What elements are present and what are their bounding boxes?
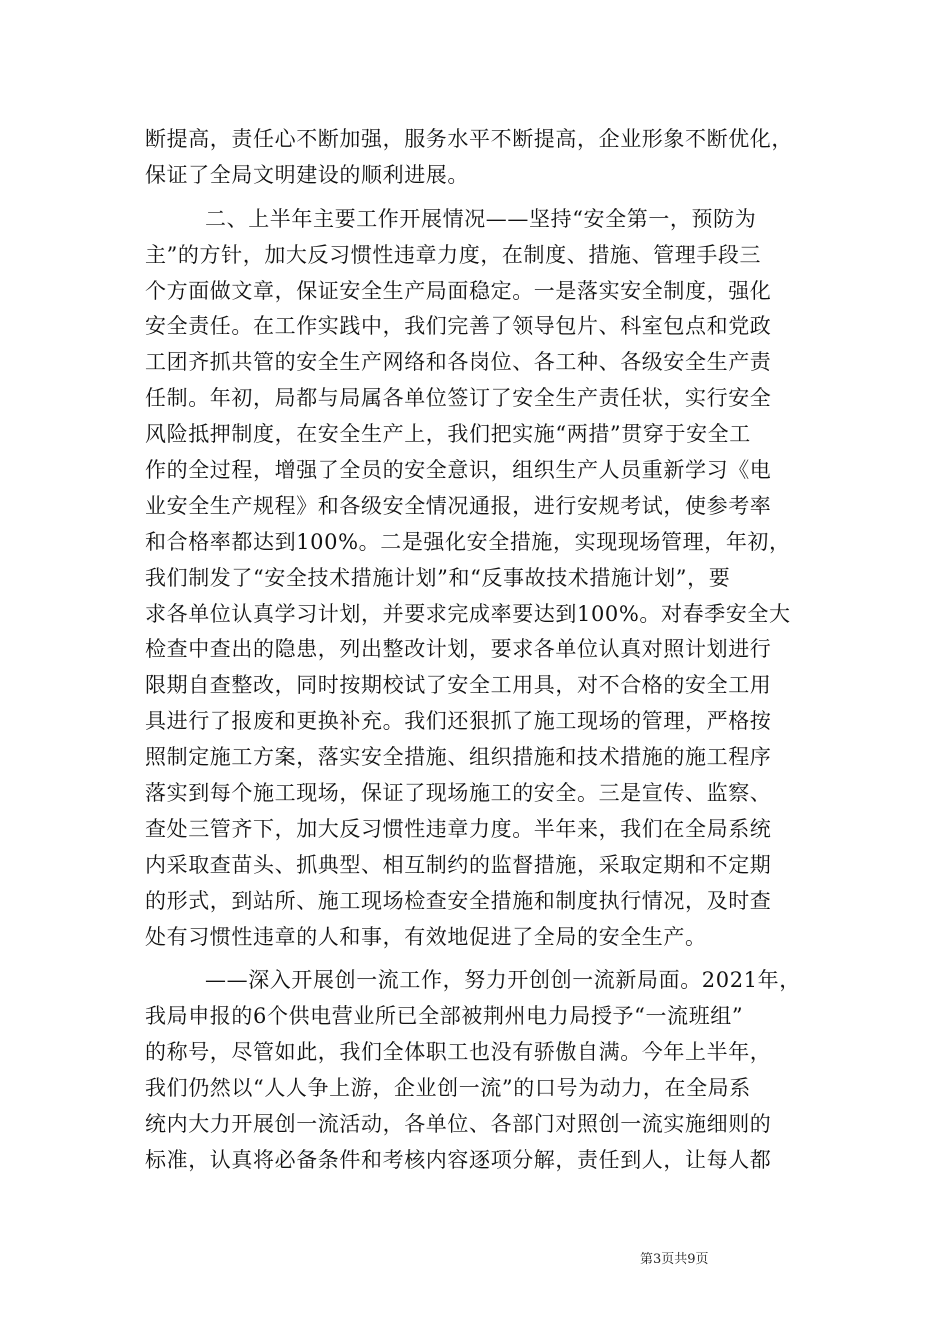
text-line: 处有习惯性违章的人和事，有效地促进了全局的安全生产。 bbox=[145, 924, 707, 949]
text-line: 标准，认真将必备条件和考核内容逐项分解，责任到人，让每人都 bbox=[145, 1147, 772, 1172]
text-line: 我们仍然以“人人争上游，企业创一流”的口号为动力，在全局系 bbox=[145, 1076, 751, 1101]
text-line: 具进行了报废和更换补充。我们还狠抓了施工现场的管理，严格按 bbox=[145, 709, 772, 734]
text-line: 的形式，到站所、施工现场检查安全措施和制度执行情况，及时查 bbox=[145, 888, 772, 913]
text-line: 求各单位认真学习计划，并要求完成率要达到100%。对春季安全大 bbox=[145, 601, 791, 626]
text-line: 二、上半年主要工作开展情况——坚持“安全第一，预防为 bbox=[205, 206, 757, 231]
text-line: 检查中查出的隐患，列出整改计划，要求各单位认真对照计划进行 bbox=[145, 637, 772, 662]
text-line: ——深入开展创一流工作，努力开创创一流新局面。2021年， bbox=[205, 968, 801, 993]
paragraph-safety-work bbox=[145, 202, 815, 956]
text-line: 查处三管齐下，加大反习惯性违章力度。半年来，我们在全局系统 bbox=[145, 816, 772, 841]
text-line: 保证了全局文明建设的顺利进展。 bbox=[145, 162, 469, 187]
paragraph-first-class-work bbox=[145, 963, 815, 1178]
text-line: 任制。年初，局都与局属各单位签订了安全生产责任状，实行安全 bbox=[145, 386, 772, 411]
document-body bbox=[145, 122, 815, 1179]
text-line: 统内大力开展创一流活动，各单位、各部门对照创一流实施细则的 bbox=[145, 1112, 772, 1137]
text-line: 工团齐抓共管的安全生产网络和各岗位、各工种、各级安全生产责 bbox=[145, 350, 772, 375]
page-number: 第3页共9页 bbox=[640, 1252, 709, 1267]
text-line: 限期自查整改，同时按期校试了安全工用具，对不合格的安全工用 bbox=[145, 673, 772, 698]
paragraph-continuation bbox=[145, 122, 815, 194]
text-line: 业安全生产规程》和各级安全情况通报，进行安规考试，使参考率 bbox=[145, 493, 772, 518]
text-line: 和合格率都达到100%。二是强化安全措施，实现现场管理，年初， bbox=[145, 529, 791, 554]
text-line: 作的全过程，增强了全员的安全意识，组织生产人员重新学习《电 bbox=[145, 458, 772, 483]
text-line: 照制定施工方案，落实安全措施、组织措施和技术措施的施工程序 bbox=[145, 745, 772, 770]
text-line: 风险抵押制度，在安全生产上，我们把实施“两措”贯穿于安全工 bbox=[145, 422, 751, 447]
text-line: 安全责任。在工作实践中，我们完善了领导包片、科室包点和党政 bbox=[145, 314, 772, 339]
text-line: 落实到每个施工现场，保证了现场施工的安全。三是宣传、监察、 bbox=[145, 781, 772, 806]
text-line: 断提高，责任心不断加强，服务水平不断提高，企业形象不断优化， bbox=[145, 127, 793, 151]
text-line: 我们制发了“安全技术措施计划”和“反事故技术措施计划”，要 bbox=[145, 565, 731, 590]
text-line: 主”的方针，加大反习惯性违章力度，在制度、措施、管理手段三 bbox=[145, 242, 762, 267]
text-line: 内采取查苗头、抓典型、相互制约的监督措施，采取定期和不定期 bbox=[145, 852, 772, 877]
text-line: 的称号，尽管如此，我们全体职工也没有骄傲自满。今年上半年， bbox=[145, 1040, 772, 1065]
text-line: 我局申报的6个供电营业所已全部被荆州电力局授予“一流班组” bbox=[145, 1004, 744, 1029]
text-line: 个方面做文章，保证安全生产局面稳定。一是落实安全制度，强化 bbox=[145, 278, 772, 303]
